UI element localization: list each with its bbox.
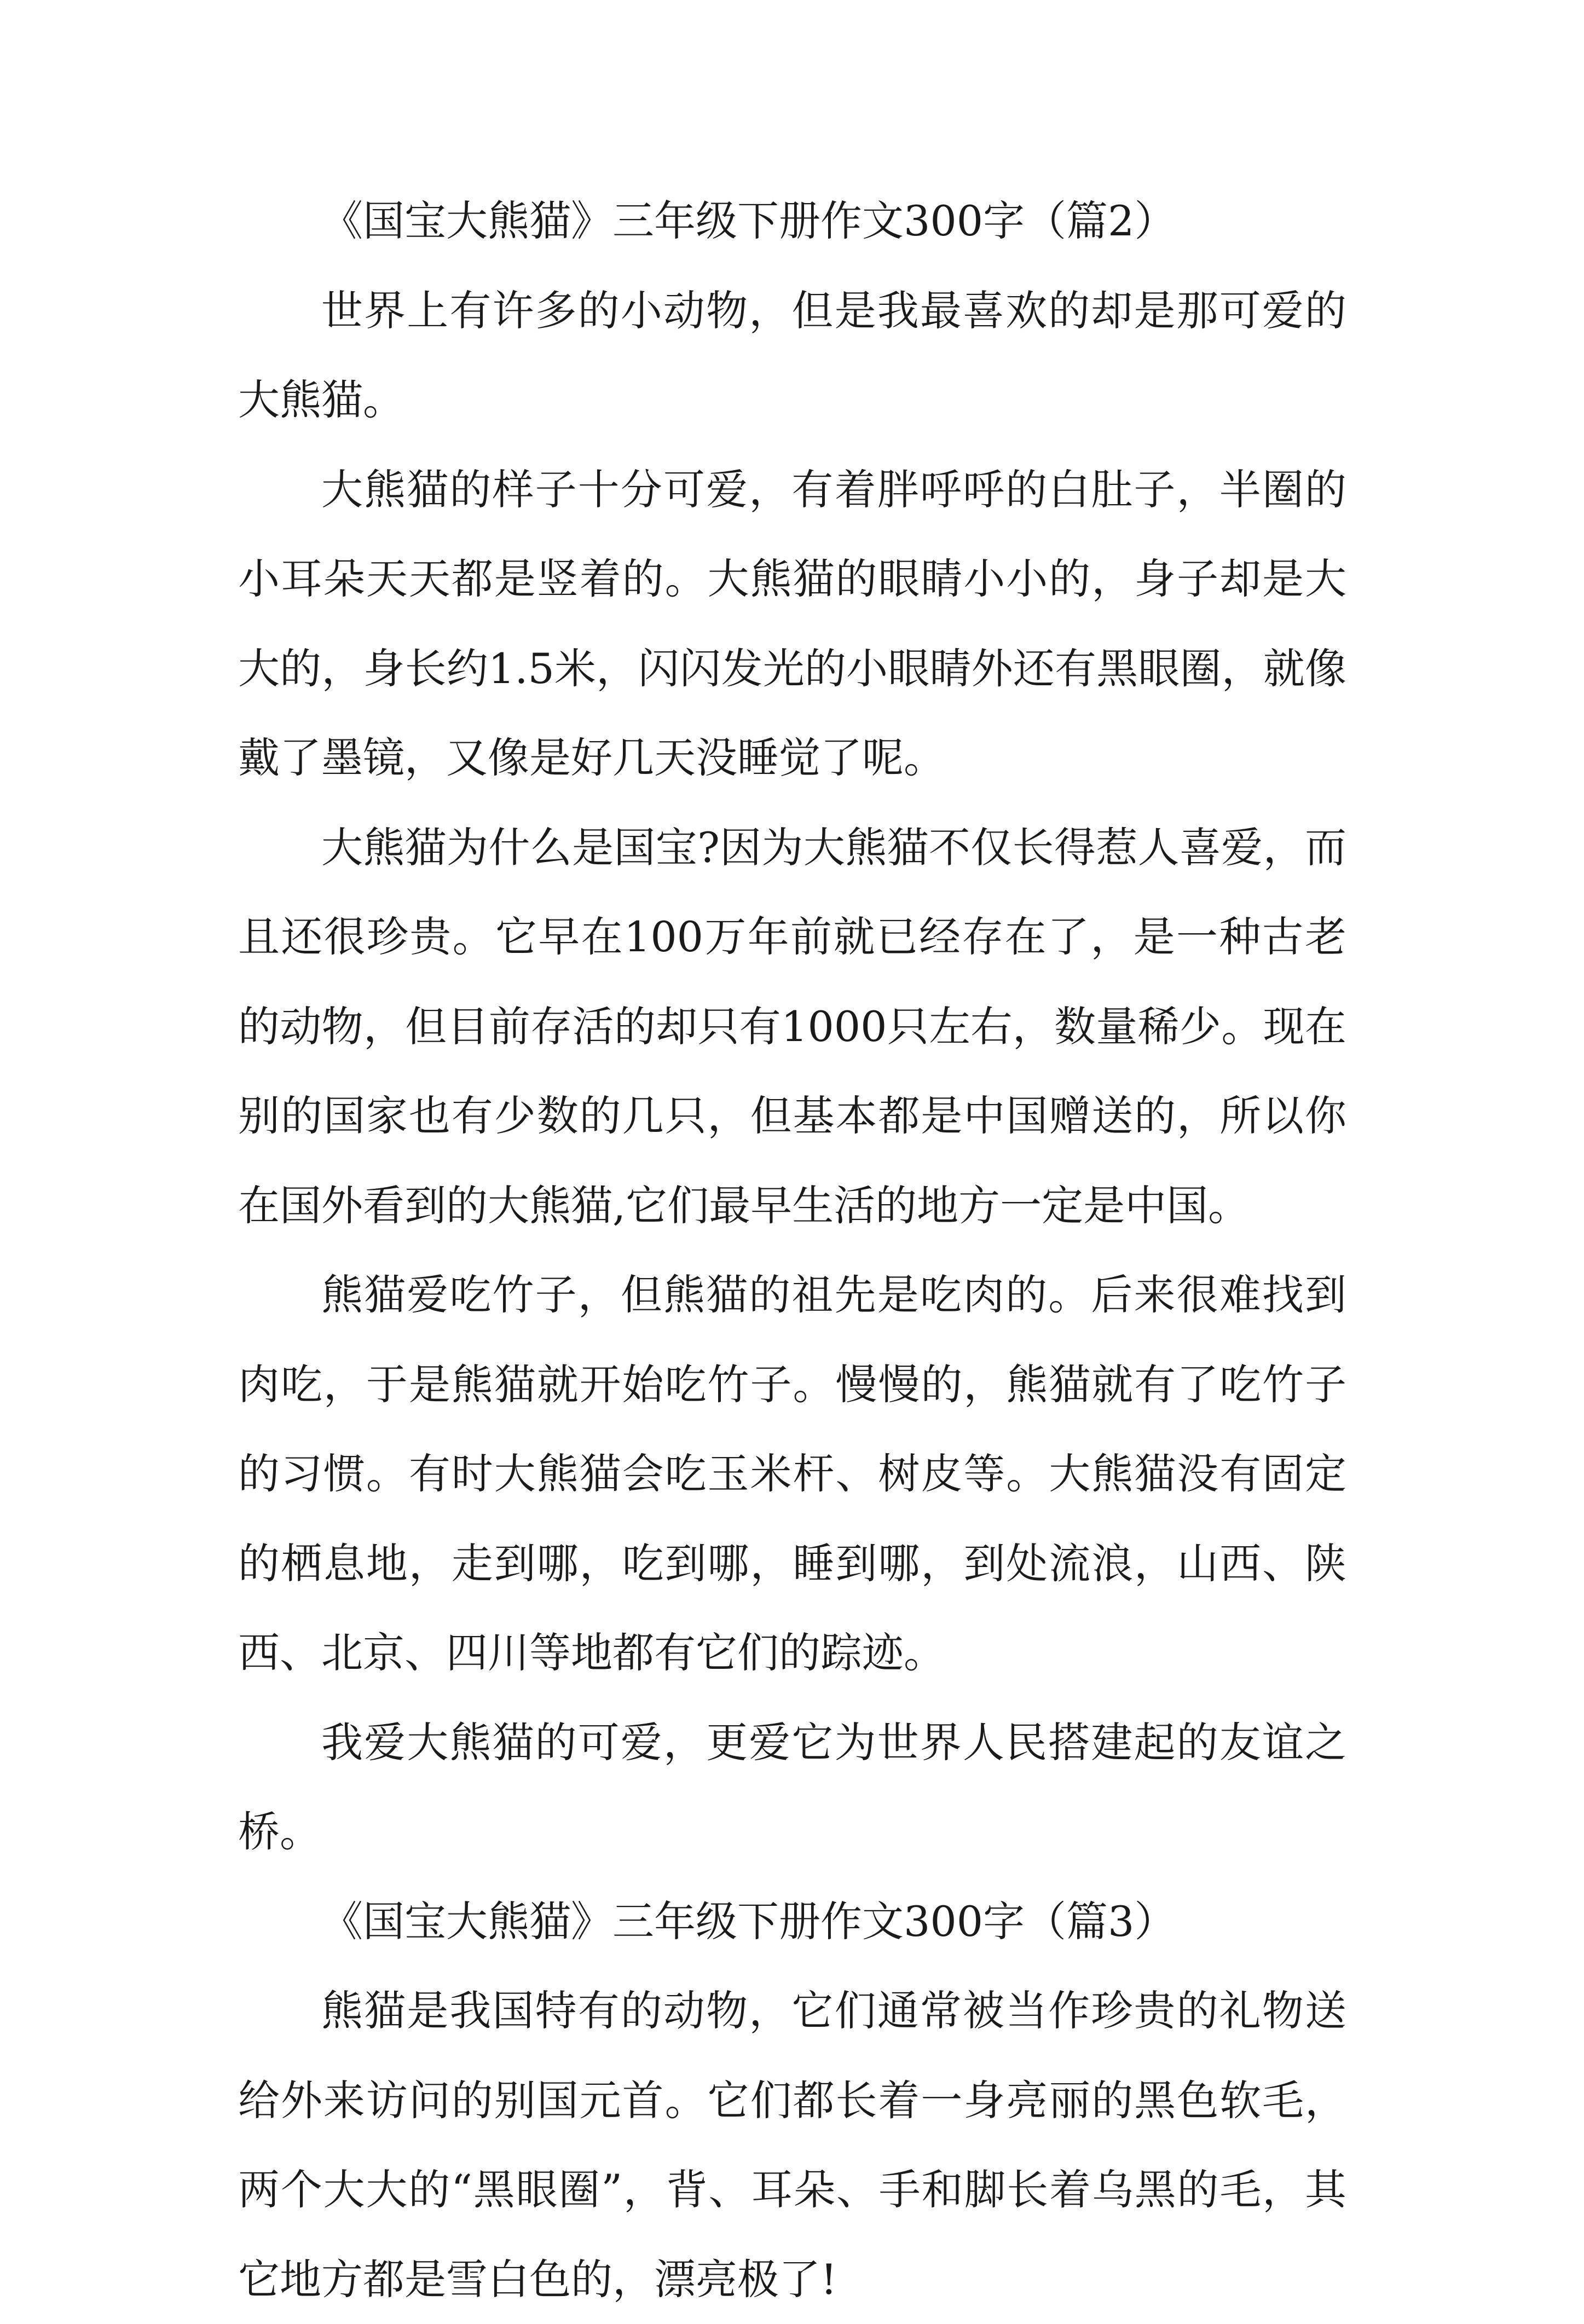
essay-heading-3: 《国宝大熊猫》三年级下册作文300字（篇3） (321, 1897, 1176, 1946)
paragraph: 大熊猫为什么是国宝?因为大熊猫不仅长得惹人喜爱，而且还很珍贵。它早在100万年前就已经存在了，是一种古老的动物，但目前存活的却只有1000只左右，数量稀少。现在别的国家也有少数的几只，但基本都是中国赠送的，所以你在国外看到的大熊猫,它们最早生活的地方一定是中国。 (238, 823, 1346, 1230)
paragraph: 熊猫是我国特有的动物，它们通常被当作珍贵的礼物送给外来访问的别国元首。它们都长着一身亮丽的黑色软毛，两个大大的“黑眼圈”，背、耳朵、手和脚长着乌黑的毛，其它地方都是雪白色的，漂亮极了! (238, 1986, 1346, 2304)
essay-heading-2: 《国宝大熊猫》三年级下册作文300字（篇2） (321, 196, 1176, 245)
paragraph: 世界上有许多的小动物，但是我最喜欢的却是那可爱的大熊猫。 (238, 286, 1346, 424)
document-body (238, 176, 1346, 2324)
paragraph: 我爱大熊猫的可爱，更爱它为世界人民搭建起的友谊之桥。 (238, 1718, 1346, 1856)
paragraph: 熊猫爱吃竹子，但熊猫的祖先是吃肉的。后来很难找到肉吃，于是熊猫就开始吃竹子。慢慢的，熊猫就有了吃竹子的习惯。有时大熊猫会吃玉米杆、树皮等。大熊猫没有固定的栖息地，走到哪，吃到哪，睡到哪，到处流浪，山西、陕西、北京、四川等地都有它们的踪迹。 (238, 1270, 1346, 1677)
paragraph: 大熊猫的样子十分可爱，有着胖呼呼的白肚子，半圈的小耳朵天天都是竖着的。大熊猫的眼睛小小的，身子却是大大的，身长约1.5米，闪闪发光的小眼睛外还有黑眼圈，就像戴了墨镜，又像是好几天没睡觉了呢。 (238, 465, 1346, 782)
